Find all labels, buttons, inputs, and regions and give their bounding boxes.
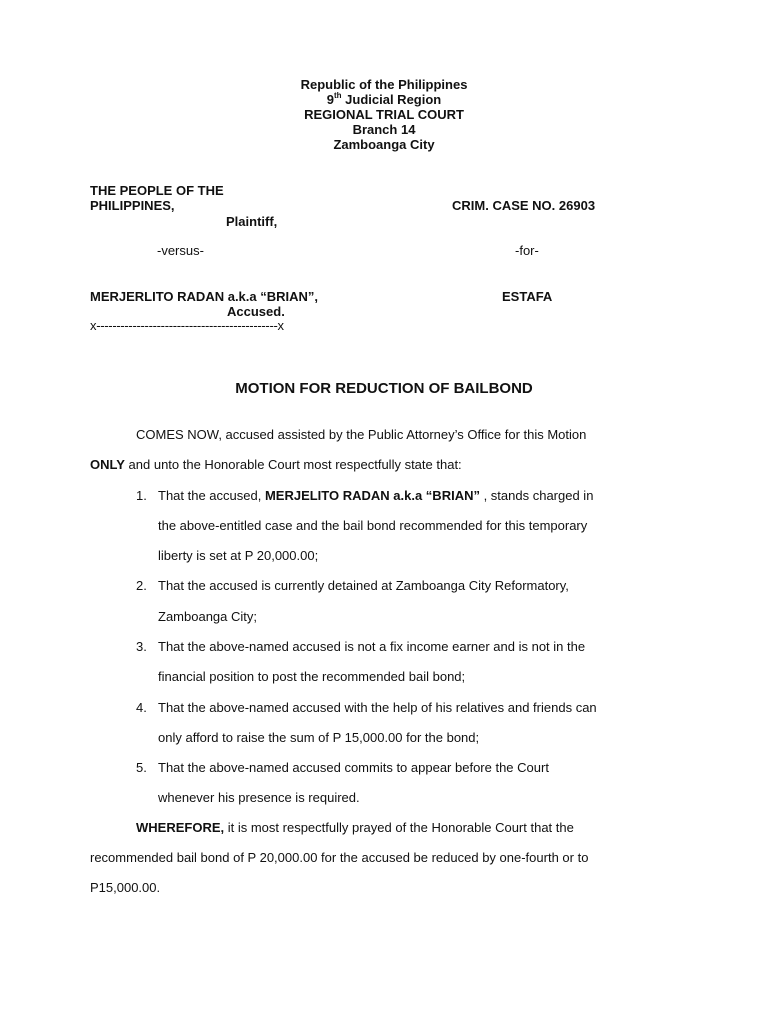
- item-1-line3: liberty is set at P 20,000.00;: [158, 548, 319, 563]
- court-header: [0, 77, 768, 152]
- prayer-line2: recommended bail bond of P 20,000.00 for the accused be reduced by one-fourth or to: [90, 850, 589, 865]
- item-5-line2: whenever his presence is required.: [158, 790, 360, 805]
- item-number: 2.: [136, 578, 147, 593]
- item-2-line1: That the accused is currently detained at Zamboanga City Reformatory,: [158, 578, 569, 593]
- item-number: 1.: [136, 488, 147, 503]
- item-number: 5.: [136, 760, 147, 775]
- header-republic: Republic of the Philippines: [300, 77, 468, 92]
- plaintiff-line2: PHILIPPINES,: [90, 198, 175, 213]
- item-1-line1: That the accused, MERJELITO RADAN a.k.a “BRIAN” , stands charged in: [158, 488, 594, 503]
- item-3-line1: That the above-named accused is not a fix income earner and is not in the: [158, 639, 586, 654]
- prayer-line1: WHEREFORE, it is most respectfully prayed of the Honorable Court that the: [136, 820, 574, 835]
- item-4-line2: only afford to raise the sum of P 15,000.00 for the bond;: [158, 730, 480, 745]
- item-1-line2: the above-entitled case and the bail bond recommended for this temporary: [158, 518, 588, 533]
- accused-name: MERJERLITO RADAN a.k.a “BRIAN”,: [90, 289, 319, 304]
- item-5-line1: That the above-named accused commits to appear before the Court: [158, 760, 549, 775]
- motion-title: MOTION FOR REDUCTION OF BAILBOND: [235, 380, 533, 397]
- item-4-line1: That the above-named accused with the help of his relatives and friends can: [158, 700, 597, 715]
- caption-separator: x---------------------------------------------x: [90, 318, 284, 333]
- header-branch: Branch 14: [352, 122, 416, 137]
- header-judicial-region: 9th Judicial Region: [326, 90, 442, 107]
- item-number: 4.: [136, 700, 147, 715]
- plaintiff-line1: THE PEOPLE OF THE: [90, 183, 224, 198]
- case-number: CRIM. CASE NO. 26903: [452, 198, 596, 213]
- accused-role: Accused.: [227, 304, 285, 319]
- for-label: -for-: [515, 243, 539, 258]
- offense: ESTAFA: [502, 289, 553, 304]
- versus-label: -versus-: [157, 243, 204, 258]
- item-3-line2: financial position to post the recommended bail bond;: [158, 669, 466, 684]
- item-number: 3.: [136, 639, 147, 654]
- header-court: REGIONAL TRIAL COURT: [304, 107, 464, 122]
- item-2-line2: Zamboanga City;: [158, 609, 257, 624]
- intro-line1: COMES NOW, accused assisted by the Public Attorney’s Office for this Motion: [136, 427, 587, 442]
- intro-line2: ONLY and unto the Honorable Court most respectfully state that:: [90, 457, 462, 472]
- header-city: Zamboanga City: [333, 137, 435, 152]
- plaintiff-role: Plaintiff,: [226, 214, 278, 229]
- prayer-line3: P15,000.00.: [90, 880, 161, 895]
